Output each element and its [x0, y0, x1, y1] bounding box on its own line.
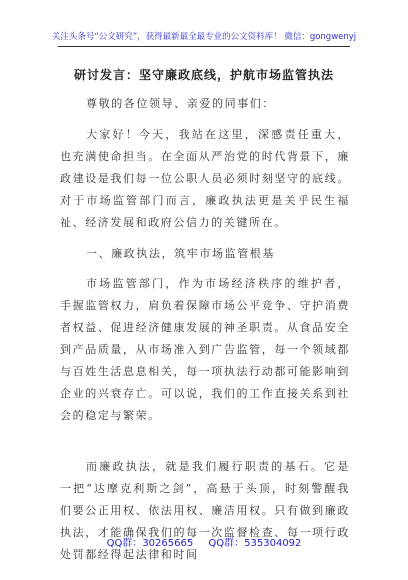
document-title: 研讨发言：坚守廉政底线，护航市场监管执法: [73, 68, 334, 82]
paragraph-body-2: 而廉政执法，就是我们履行职责的基石。它是一把“达摩克利斯之剑”，高悬于头顶，时刻警醒我们要公正用权、依法用权、廉洁用权。只有做到廉政执法，才能确保我们的每一次监督检查、每一项行政处罚都经得起法律和时间: [60, 460, 350, 561]
paragraph-body-1: 市场监管部门，作为市场经济秩序的维护者，手握监管权力，肩负着保障市场公平竞争、守护消费者权益、促进经济健康发展的神圣职责。从食品安全到产品质量，从市场准入到广告监管，每一个领域都与百姓生活息息相关，每一项执法行动都可能影响到企业的兴衰存亡。可以说，我们的工作直接关系到社会的稳定与繁荣。: [60, 277, 350, 422]
header-promo-text: 关注头条号“公文研究”，获得最新最全最专业的公文资料库！ 微信：gongwenyj: [51, 32, 357, 42]
footer-contact: [0, 534, 408, 549]
section-heading-1: 一、廉政执法，筑牢市场监管根基: [86, 247, 275, 260]
paragraph-intro: 大家好！今天，我站在这里，深感责任重大，也充满使命担当。在全面从严治党的时代背景下，廉政建设是我们每一位公职人员必须时刻坚守的底线。对于市场监管部门而言，廉政执法更是关乎民生福祉、经济发展和政府公信力的关键所在。: [60, 128, 350, 229]
greeting: 尊敬的各位领导、亲爱的同事们：: [86, 97, 275, 110]
footer-qq-group-1: QQ群：30265665: [106, 538, 194, 549]
footer-qq-group-2: QQ群：535304092: [208, 538, 302, 549]
header-divider: [58, 46, 350, 47]
